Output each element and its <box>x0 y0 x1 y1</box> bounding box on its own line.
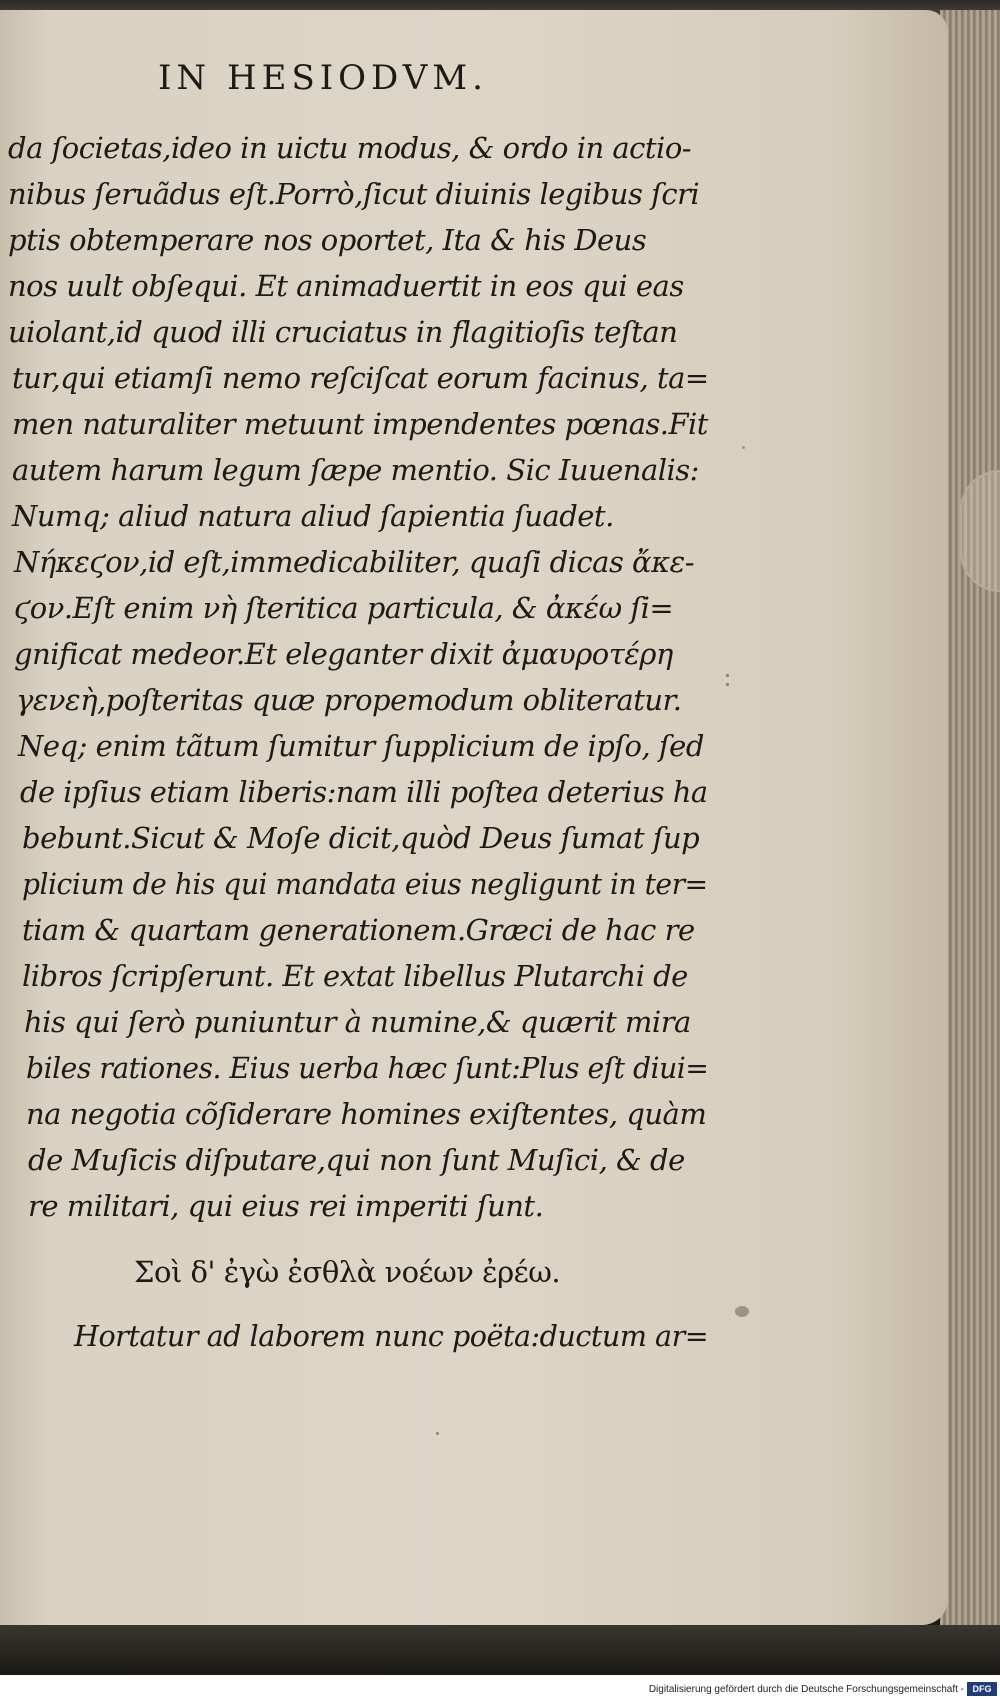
text-line: gnificat medeor.Et eleganter dixit ἀμαυροτέρη <box>14 637 673 671</box>
running-head: IN HESIODVM. <box>158 58 488 98</box>
text-line: Neq; enim tãtum ſumitur ſupplicium de ipſo, ſed <box>18 729 704 763</box>
bottom-book-edge <box>0 1625 1000 1675</box>
ink-speck <box>726 674 729 677</box>
ink-speck <box>436 1432 439 1435</box>
text-line: biles rationes. Eius uerba hæc ſunt:Plus eſt diui= <box>26 1051 709 1085</box>
text-line: nibus ſeruãdus eſt.Porrò,ſicut diuinis legibus ſcri <box>8 177 700 211</box>
ink-speck <box>742 446 745 449</box>
ink-blot <box>735 1306 749 1317</box>
text-line: tur,qui etiamſi nemo reſciſcat eorum facinus, ta= <box>12 361 709 395</box>
text-line: ϛον.Eſt enim νὴ ſteritica particula, & ἀκέω ſi= <box>14 591 674 625</box>
text-line: Numq; aliud natura aliud ſapientia ſuadet. <box>12 499 614 533</box>
dfg-logo: DFG <box>967 1682 997 1696</box>
page-clip <box>960 470 1000 592</box>
text-line: his qui ſerò puniuntur à numine,& quærit mira <box>24 1005 691 1039</box>
page-edges <box>940 10 1000 1640</box>
text-line: plicium de his qui mandata eius negligunt in ter= <box>22 867 708 901</box>
text-line: γενεὴ,poſteritas quæ propemodum obliteratur. <box>16 683 682 717</box>
text-line: nos uult obſequi. Et animaduertit in eos qui eas <box>8 269 684 303</box>
text-line: ptis obtemperare nos oportet, Ita & his Deus <box>8 223 647 257</box>
text-line: autem harum legum ſæpe mentio. Sic Iuuenalis: <box>12 453 699 487</box>
text-line: bebunt.Sicut & Moſe dicit,quòd Deus ſumat ſup <box>22 821 700 855</box>
text-line: de Muſicis diſputare,qui non ſunt Muſici, & de <box>28 1143 685 1177</box>
text-line: uiolant,id quod illi cruciatus in flagitioſis teſtan <box>8 315 678 349</box>
text-line: Νήκεϛον,id eſt,immedicabiliter, quaſi dicas ἄκε- <box>14 545 695 579</box>
greek-lemma: Σοὶ δ' ἐγὼ ἐσθλὰ νοέων ἐρέω. <box>134 1255 561 1289</box>
text-line: libros ſcripſerunt. Et extat libellus Plutarchi de <box>22 959 688 993</box>
text-line: de ipſius etiam liberis:nam illi poſtea deterius ha <box>20 775 708 809</box>
text-line: da ſocietas,ideo in uictu modus, & ordo in actio- <box>8 131 692 165</box>
text-line: na negotia cõſiderare homines exiſtentes, quàm <box>26 1097 707 1131</box>
text-line: tiam & quartam generationem.Græci de hac re <box>22 913 695 947</box>
text-line: re militari, qui eius rei imperiti ſunt. <box>28 1189 544 1223</box>
text-line: men naturaliter metuunt impendentes pœnas.Fit <box>12 407 708 441</box>
text-line: Hortatur ad laborem nunc poëta:ductum ar= <box>74 1319 709 1353</box>
ink-speck <box>726 683 729 686</box>
funding-credit: Digitalisierung gefördert durch die Deutsche Forschungsgemeinschaft - <box>648 1684 964 1695</box>
